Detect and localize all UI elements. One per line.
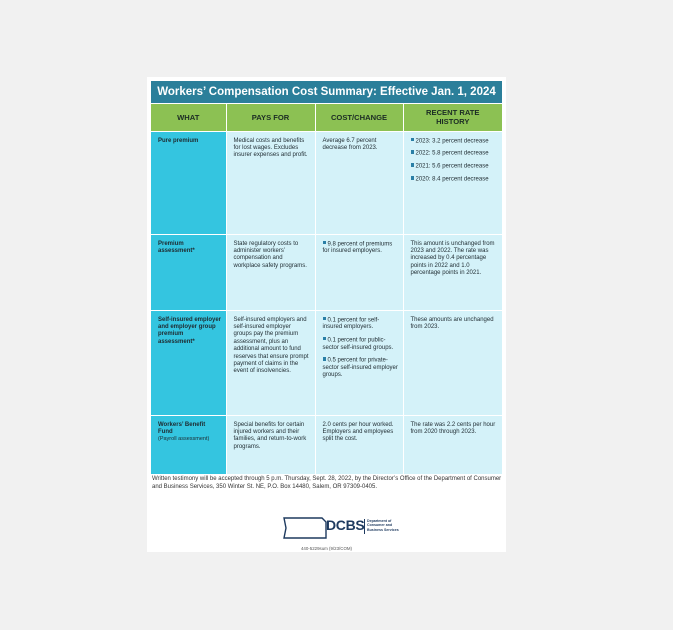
row-pays-for: State regulatory costs to administer workers’ compensation and workplace safety programs. bbox=[226, 234, 315, 310]
header-cost-change: COST/CHANGE bbox=[315, 104, 403, 131]
row-what-subtitle: (Payroll assessment) bbox=[158, 436, 210, 443]
header-recent-rate-history bbox=[403, 104, 502, 131]
row-pays-for: Self-insured employers and self-insured employer groups pay the premium assessment, plus an additional amount to fund reserves that ensure prompt payment of claims in the event of insolvencies. bbox=[226, 310, 315, 415]
cost-item: 0.1 percent for self-insured employers. bbox=[322, 317, 380, 331]
table-row-self-insured bbox=[151, 310, 502, 415]
logo-text: DCBS bbox=[326, 517, 365, 533]
header-row bbox=[151, 104, 502, 131]
header-history-line2: HISTORY bbox=[436, 117, 470, 127]
testimony-footnote: Written testimony will be accepted through 5 p.m. Thursday, Sept. 28, 2022, by the Director’s Office of the Department of Consumer and Business Services, 350 Winter St. NE, P.O. Box 14480, Salem, OR 97309-0405. bbox=[152, 476, 502, 490]
cost-summary-table bbox=[151, 104, 502, 474]
bullet-square-icon bbox=[323, 337, 327, 341]
document-number: 440-5229sum (9/23/COM) bbox=[300, 546, 352, 551]
table-row-premium-assessment bbox=[151, 234, 502, 310]
row-cost-change: Average 6.7 percent decrease from 2023. bbox=[315, 131, 403, 234]
row-history: This amount is unchanged from 2023 and 2022. The rate was increased by 0.4 percentage points in 2022 and 1.0 percentage points in 2021. bbox=[403, 234, 502, 310]
cost-item: 0.5 percent for private-sector self-insured employer groups. bbox=[322, 357, 398, 379]
summary-sheet bbox=[147, 77, 506, 552]
logo-subtitle: Department of Consumer and Business Services bbox=[367, 519, 399, 532]
bullet-square-icon bbox=[323, 357, 327, 361]
header-history-line1: RECENT RATE bbox=[426, 108, 480, 118]
history-item: 2021: 5.6 percent decrease bbox=[411, 163, 499, 171]
bullet-square-icon bbox=[323, 241, 327, 245]
history-item: 2023: 3.2 percent decrease bbox=[411, 138, 499, 146]
row-pays-for: Special benefits for certain injured workers and their families, and return-to-work programs. bbox=[226, 415, 315, 474]
row-what: Pure premium bbox=[151, 131, 226, 234]
bullet-square-icon bbox=[411, 163, 415, 167]
row-what: Self-insured employer and employer group premium assessment* bbox=[151, 310, 226, 415]
page-title: Workers’ Compensation Cost Summary: Effective Jan. 1, 2024 bbox=[151, 81, 502, 103]
table-row-workers-benefit-fund bbox=[151, 415, 502, 474]
history-item: 2022: 5.8 percent decrease bbox=[411, 150, 499, 158]
bullet-square-icon bbox=[323, 317, 327, 321]
bullet-square-icon bbox=[411, 150, 415, 154]
row-cost-change: 2.0 cents per hour worked. Employers and employees split the cost. bbox=[315, 415, 403, 474]
row-history: These amounts are unchanged from 2023. bbox=[403, 310, 502, 415]
row-cost-change bbox=[315, 310, 403, 415]
row-pays-for: Medical costs and benefits for lost wages. Excludes insurer expenses and profit. bbox=[226, 131, 315, 234]
row-history: The rate was 2.2 cents per hour from 2020 through 2023. bbox=[403, 415, 502, 474]
row-what bbox=[151, 415, 226, 474]
row-cost-change bbox=[315, 234, 403, 310]
header-pays-for: PAYS FOR bbox=[226, 104, 315, 131]
table-row-pure-premium bbox=[151, 131, 502, 234]
cost-item: 9.8 percent of premiums for insured employers. bbox=[322, 241, 393, 255]
oregon-state-icon bbox=[282, 514, 332, 540]
row-what: Premium assessment* bbox=[151, 234, 226, 310]
bullet-square-icon bbox=[411, 176, 415, 180]
dcbs-logo bbox=[282, 514, 399, 542]
row-what-title: Workers’ Benefit Fund bbox=[158, 421, 206, 435]
bullet-square-icon bbox=[411, 138, 415, 142]
cost-item: 0.1 percent for public-sector self-insured groups. bbox=[322, 337, 394, 351]
logo-divider bbox=[364, 519, 365, 534]
row-history bbox=[403, 131, 502, 234]
history-item: 2020: 8.4 percent decrease bbox=[411, 176, 499, 184]
header-what: WHAT bbox=[151, 104, 226, 131]
